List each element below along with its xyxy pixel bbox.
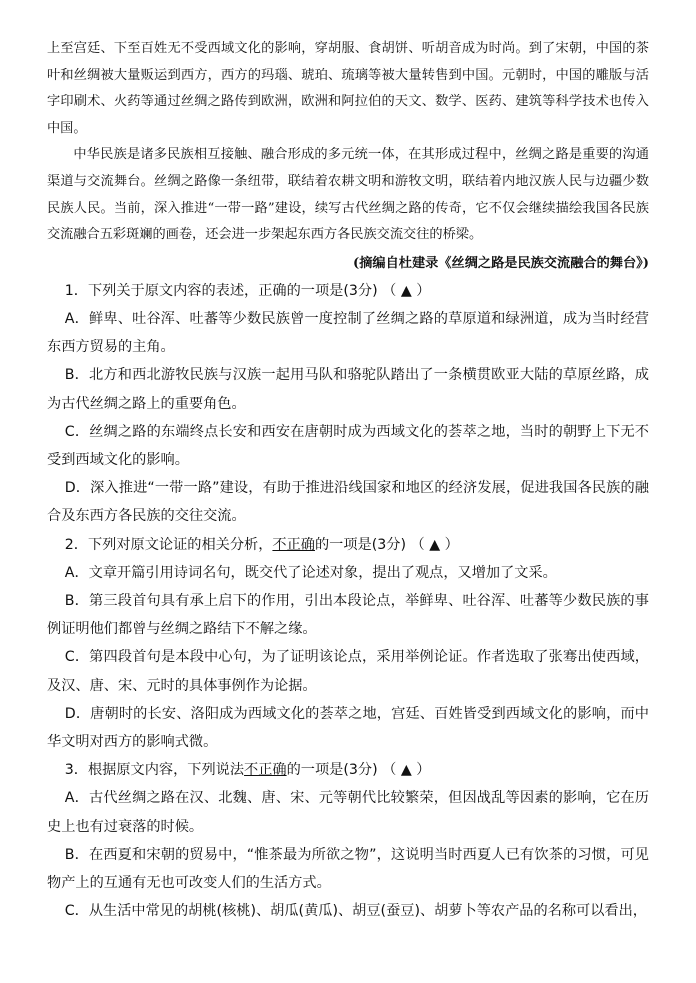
passage-paragraph-4: 中华民族是诸多民族相互接触、融合形成的多元统一体，在其形成过程中，丝绸之路是重要的沟通渠道与交流舞台。丝绸之路像一条纽带，联结着农耕文明和游牧文明，联结着内地汉族人民与边疆少数民族人民。当前，深入推进“一带一路”建设，续写古代丝绸之路的传奇，它不仅会继续描绘我国各民族交流融合五彩斑斓的画卷，还会进一步架起东西方各民族交流交往的桥梁。 — [47, 147, 649, 243]
option-c[interactable]: C．第四段首句是本段中心句，为了证明该论点，采用举例论证。作者选取了张骞出使西域，及汉、唐、宋、元时的具体事例作为论据。 — [47, 649, 649, 694]
question-stem — [47, 531, 649, 559]
option-a[interactable]: A．文章开篇引用诗词名句，既交代了论述对象，提出了观点，又增加了文采。 — [64, 564, 557, 581]
option-d[interactable]: D．深入推进“一带一路”建设，有助于推进沿线国家和地区的经济发展，促进我国各民族的融合及东西方各民族的交往交流。 — [47, 480, 649, 525]
option-a[interactable]: A．鲜卑、吐谷浑、吐蕃等少数民族曾一度控制了丝绸之路的草原道和绿洲道，成为当时经营东西方贸易的主角。 — [47, 310, 649, 356]
passage-source: (摘编自杜建录《丝绸之路是民族交流融合的舞台》) — [352, 255, 649, 271]
option-b[interactable]: B．第三段首句具有承上启下的作用，引出本段论点，举鲜卑、吐谷浑、吐蕃等少数民族的事例证明他们都曾与丝绸之路结下不解之缘。 — [47, 592, 649, 638]
option-c[interactable]: C．从生活中常见的胡桃(核桃)、胡瓜(黄瓜)、胡豆(蚕豆)、胡萝卜等农产品的名称可以看出， — [64, 903, 647, 920]
question-1 — [47, 277, 649, 531]
question-stem — [47, 277, 649, 305]
question-stem — [47, 756, 649, 784]
passage-paragraph-3-end: 上至宫廷、下至百姓无不受西域文化的影响，穿胡服、食胡饼、听胡音成为时尚。到了宋朝，中国的茶叶和丝绸被大量贩运到西方，西方的玛瑙、琥珀、琉璃等被大量转售到中国。元朝时，中国的雕版与活字印刷术、火药等通过丝绸之路传到欧洲，欧洲和阿拉伯的天文、数学、医药、建筑等科学技术也传入中国。 — [47, 41, 649, 136]
question-stem-text: 的一项是(3分) （ ▲ ） — [314, 536, 459, 553]
question-3 — [47, 756, 649, 925]
underlined-keyword: 不正确 — [272, 536, 315, 553]
option-b[interactable]: B．北方和西北游牧民族与汉族一起用马队和骆驼队踏出了一条横贯欧亚大陆的草原丝路，成为古代丝绸之路上的重要角色。 — [47, 367, 649, 412]
option-b[interactable]: B．在西夏和宋朝的贸易中，“惟茶最为所欲之物”，这说明当时西夏人已有饮茶的习惯，可见物产上的互通有无也可改变人们的生活方式。 — [47, 846, 649, 892]
option-a[interactable]: A．古代丝绸之路在汉、北魏、唐、宋、元等朝代比较繁荣，但因战乱等因素的影响，它在历史上也有过衰落的时候。 — [47, 790, 649, 835]
option-c[interactable]: C．丝绸之路的东端终点长安和西安在唐朝时成为西域文化的荟萃之地，当时的朝野上下无不受到西域文化的影响。 — [47, 423, 649, 468]
question-stem-text: 2．下列对原文论证的相关分析， — [64, 536, 273, 553]
option-d[interactable]: D．唐朝时的长安、洛阳成为西域文化的荟萃之地，宫廷、百姓皆受到西域文化的影响，而中华文明对西方的影响式微。 — [47, 705, 649, 750]
question-stem-text: 3．根据原文内容，下列说法 — [64, 762, 245, 779]
question-stem-text: 1．下列关于原文内容的表述，正确的一项是(3分) （ ▲ ） — [64, 282, 431, 299]
reading-passage — [47, 36, 649, 249]
question-2 — [47, 531, 649, 757]
underlined-keyword: 不正确 — [244, 762, 287, 779]
question-stem-text: 的一项是(3分) （ ▲ ） — [286, 762, 431, 779]
question-list — [47, 277, 649, 926]
